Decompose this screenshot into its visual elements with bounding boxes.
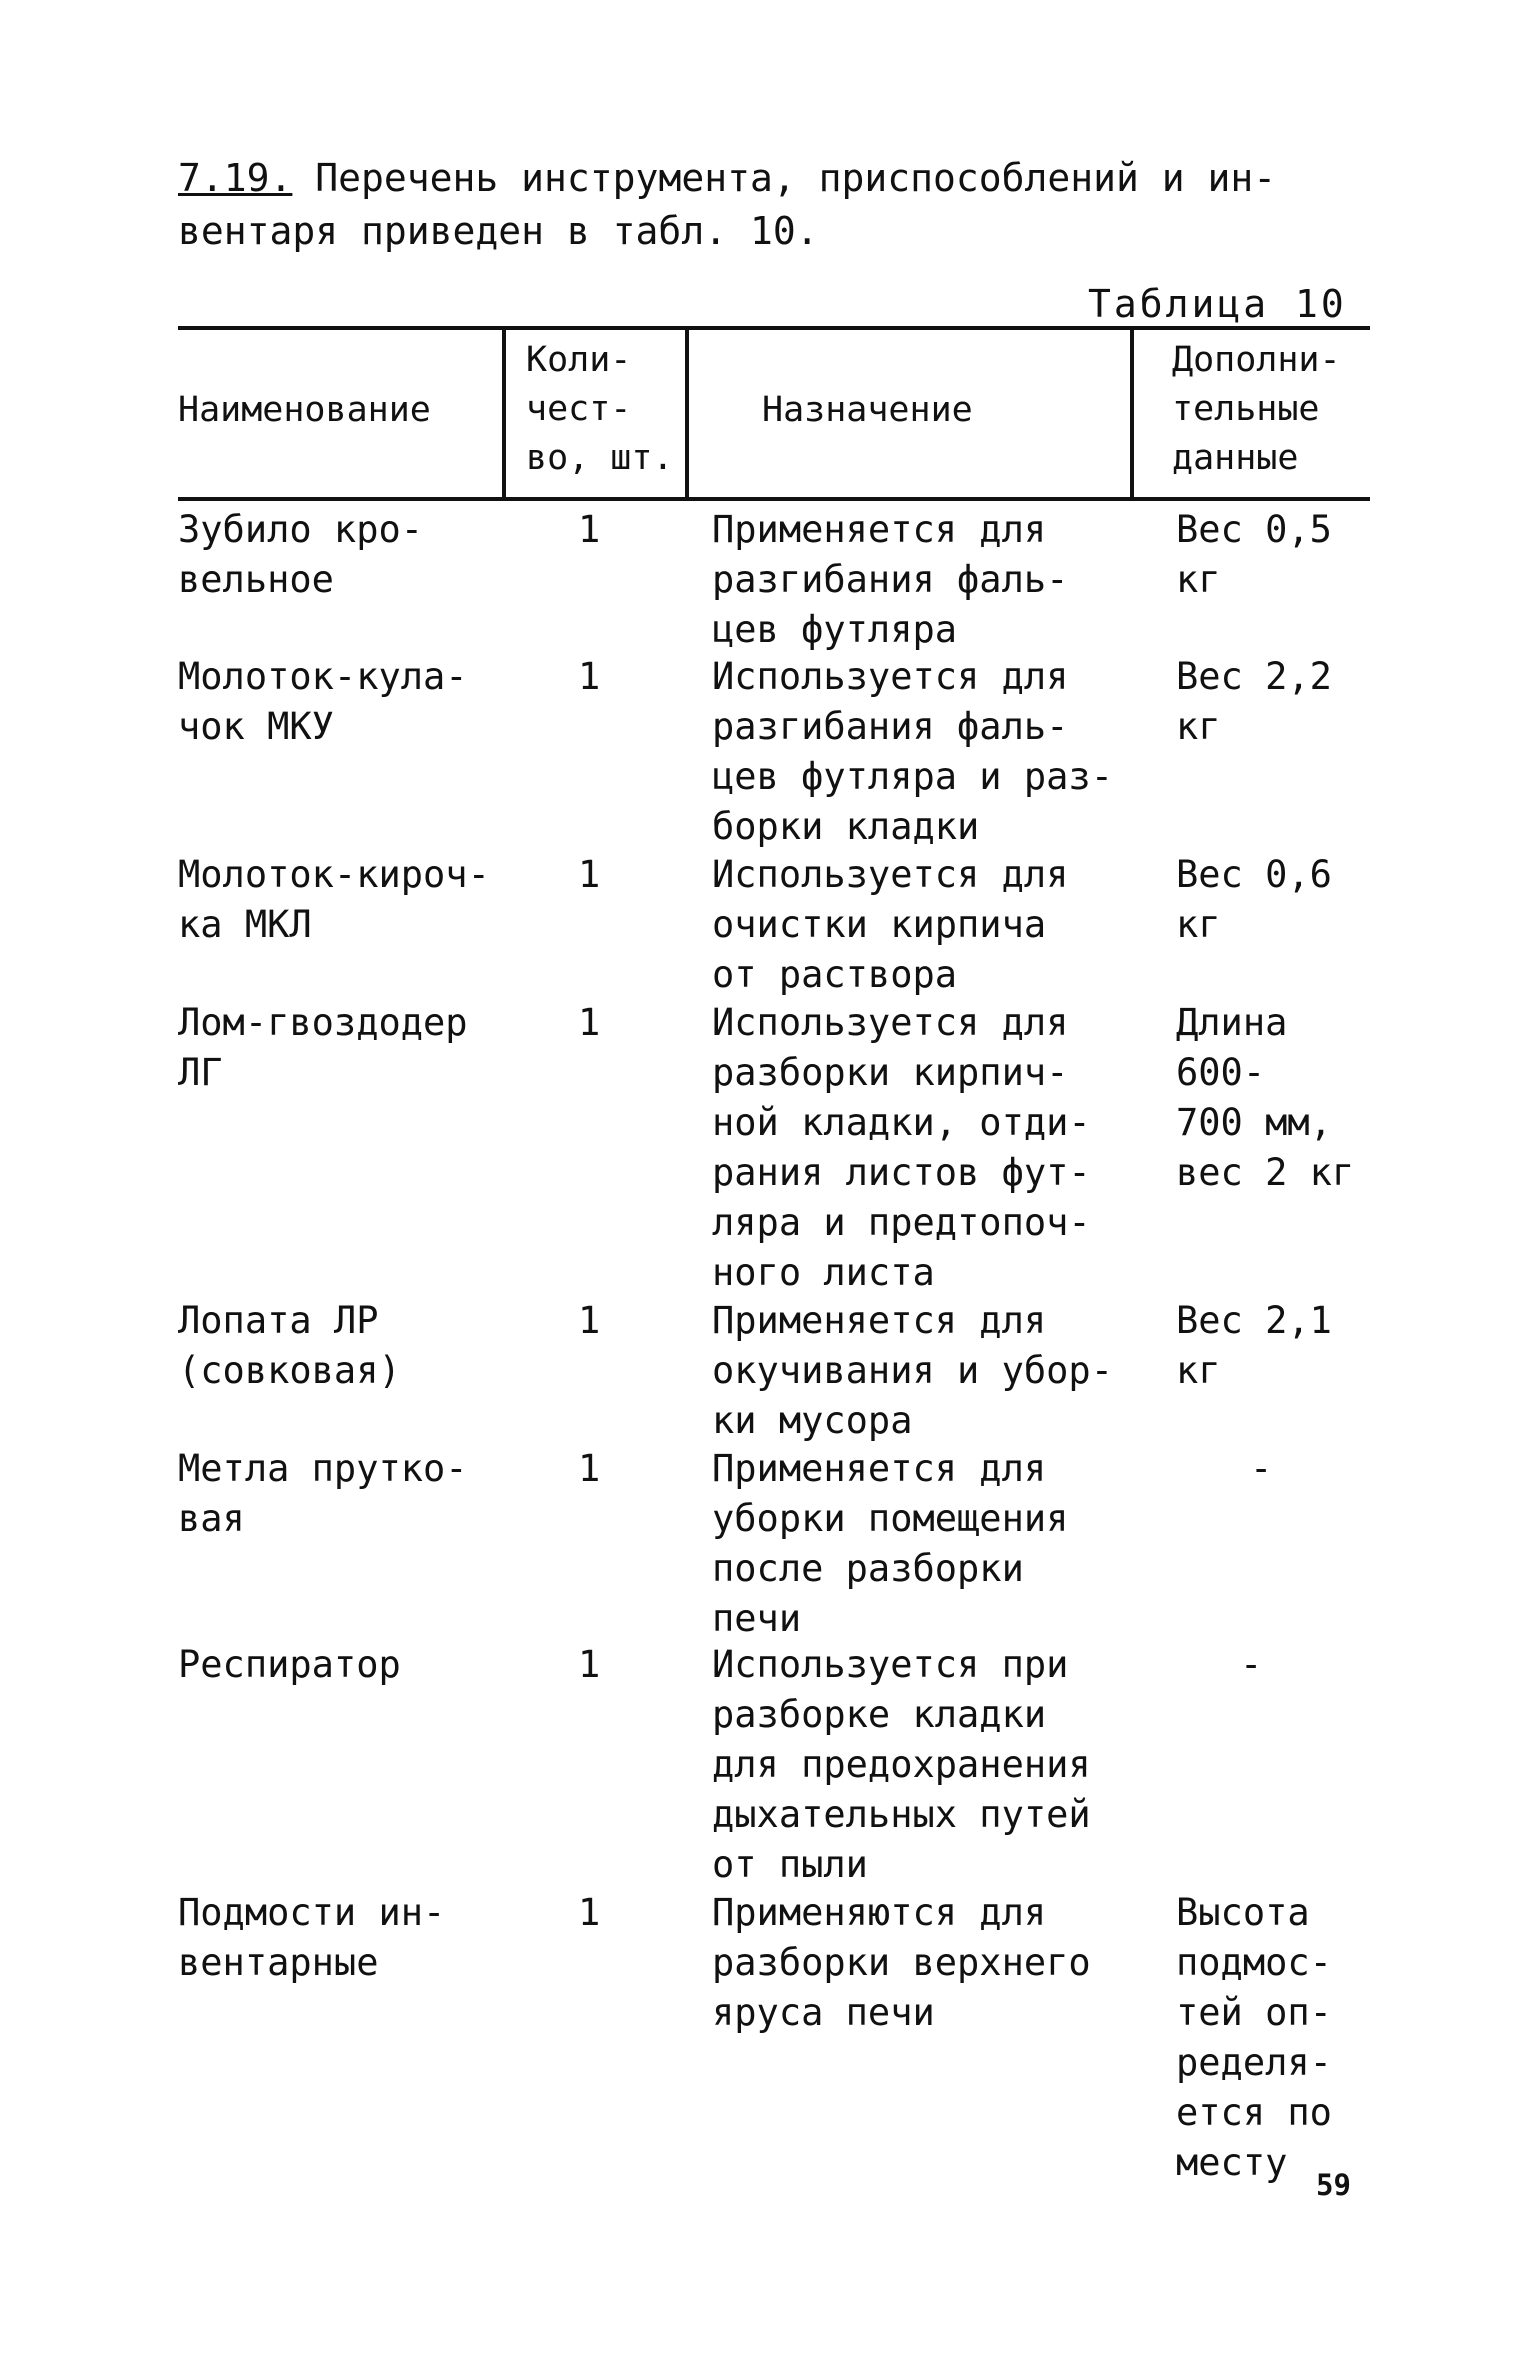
table-row-5-purpose: Применяется для окучивания и убор- ки мусора xyxy=(712,1299,1113,1442)
table-caption: Таблица 10 xyxy=(1088,282,1347,326)
table-row-8-extra: Высота подмос- тей оп- ределя- ется по месту xyxy=(1176,1891,1332,2184)
paragraph xyxy=(178,152,1276,258)
table-row-7-name: Респиратор xyxy=(178,1643,401,1686)
header-name: Наименование xyxy=(178,390,431,430)
header-divider-1 xyxy=(502,328,506,499)
table-row-1-purpose: Применяется для разгибания фаль- цев футляра xyxy=(712,508,1069,651)
header-extra: Дополни- тельные данные xyxy=(1172,340,1341,478)
table-row-2-name: Молоток-кула- чок МКУ xyxy=(178,655,468,748)
table-row-7-qty: 1 xyxy=(578,1643,601,1686)
table-row-6-extra: - xyxy=(1250,1447,1273,1490)
table-row-8-qty: 1 xyxy=(578,1891,601,1934)
paragraph-line-1: 7.19. Перечень инструмента, приспособлений и ин- xyxy=(178,156,1277,200)
table-row-2-extra: Вес 2,2 кг xyxy=(1176,655,1332,748)
table-top-rule xyxy=(178,326,1370,330)
table-row-6-qty: 1 xyxy=(578,1447,601,1490)
table-row-6-name: Метла прутко- вая xyxy=(178,1447,468,1540)
table-row-7-extra: - xyxy=(1240,1643,1263,1686)
table-row-3-qty: 1 xyxy=(578,853,601,896)
table-row-5-qty: 1 xyxy=(578,1299,601,1342)
section-number: 7.19. xyxy=(178,156,293,200)
table-header-rule xyxy=(178,497,1370,501)
table-row-2-qty: 1 xyxy=(578,655,601,698)
table-row-8-purpose: Применяются для разборки верхнего яруса печи xyxy=(712,1891,1091,2034)
table-row-3-purpose: Используется для очистки кирпича от раствора xyxy=(712,853,1069,996)
table-row-4-name: Лом-гвоздодер ЛГ xyxy=(178,1001,468,1094)
table-row-1-qty: 1 xyxy=(578,508,601,551)
table-row-7-purpose: Используется при разборке кладки для предохранения дыхательных путей от пыли xyxy=(712,1643,1091,1886)
paragraph-line-2: вентаря приведен в табл. 10. xyxy=(178,209,819,253)
table-row-8-name: Подмости ин- вентарные xyxy=(178,1891,446,1984)
table-row-4-purpose: Используется для разборки кирпич- ной кладки, отди- рания листов фут- ляра и предтопоч- ного листа xyxy=(712,1001,1091,1294)
table-row-6-purpose: Применяется для уборки помещения после разборки печи xyxy=(712,1447,1069,1640)
table-row-3-name: Молоток-кироч- ка МКЛ xyxy=(178,853,490,946)
header-purpose: Назначение xyxy=(762,390,973,430)
table-row-1-name: Зубило кро- вельное xyxy=(178,508,424,601)
header-divider-3 xyxy=(1130,328,1134,499)
page-number: 59 xyxy=(1316,2168,1351,2202)
table-row-5-extra: Вес 2,1 кг xyxy=(1176,1299,1332,1392)
header-quantity: Коли- чест- во, шт. xyxy=(526,340,674,478)
table-row-4-extra: Длина 600- 700 мм, вес 2 кг xyxy=(1176,1001,1355,1194)
table-row-5-name: Лопата ЛР (совковая) xyxy=(178,1299,401,1392)
header-divider-2 xyxy=(685,328,689,499)
table-row-1-extra: Вес 0,5 кг xyxy=(1176,508,1332,601)
table-row-3-extra: Вес 0,6 кг xyxy=(1176,853,1332,946)
table-row-2-purpose: Используется для разгибания фаль- цев футляра и раз- борки кладки xyxy=(712,655,1113,848)
table-row-4-qty: 1 xyxy=(578,1001,601,1044)
